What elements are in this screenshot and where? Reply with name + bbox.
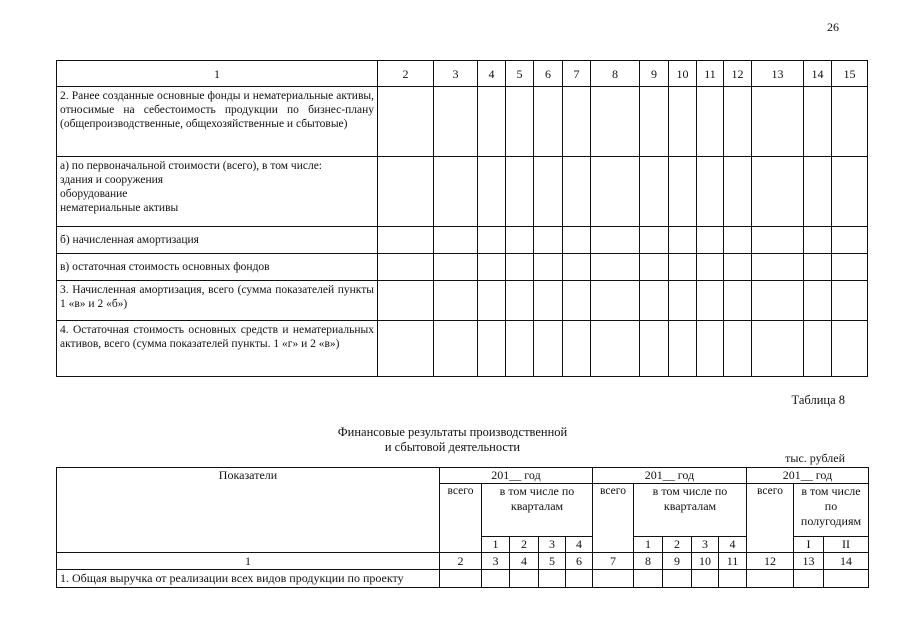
row-label: 3. Начисленная амортизация, всего (сумма показателей пункты 1 «в» и 2 «б») (57, 281, 378, 321)
col-number: 5 (539, 553, 566, 570)
quarter-number: 2 (663, 537, 692, 553)
quarter-number: 3 (539, 537, 566, 553)
col-number: 14 (824, 553, 869, 570)
quarter-number: 4 (719, 537, 747, 553)
year-header: 201__ год (440, 468, 593, 484)
year-header: 201__ год (747, 468, 869, 484)
col-number: 4 (510, 553, 539, 570)
table-row (57, 570, 869, 588)
total-header: всего (747, 484, 794, 553)
col-number: 10 (692, 553, 719, 570)
col-number: 1 (57, 61, 378, 87)
indicators-header: Показатели (57, 468, 440, 553)
quarter-number: 2 (510, 537, 539, 553)
row-label: б) начисленная амортизация (57, 227, 378, 254)
col-number: 8 (634, 553, 663, 570)
row-label-line: а) по первоначальной стоимости (всего), в том числе: (60, 160, 323, 172)
col-number: 11 (719, 553, 747, 570)
col-number: 2 (378, 61, 434, 87)
quarter-number: 3 (692, 537, 719, 553)
row-label: в) остаточная стоимость основных фондов (57, 254, 378, 281)
half-number: II (824, 537, 869, 553)
col-number: 15 (832, 61, 868, 87)
table-row (57, 87, 868, 157)
col-number: 5 (506, 61, 534, 87)
fixed-assets-table (56, 60, 868, 377)
col-number: 4 (478, 61, 506, 87)
column-numbers-row (57, 553, 869, 570)
col-number: 12 (747, 553, 794, 570)
col-number: 12 (724, 61, 752, 87)
col-number: 9 (663, 553, 692, 570)
table-row (57, 254, 868, 281)
table-row (57, 227, 868, 254)
by-quarters-header: в том числе по кварталам (482, 484, 593, 537)
table-row (57, 281, 868, 321)
col-number: 3 (482, 553, 510, 570)
table-title (0, 425, 905, 455)
col-number: 9 (640, 61, 669, 87)
title-line: и сбытовой деятельности (384, 440, 521, 454)
col-number: 8 (591, 61, 640, 87)
col-number: 7 (593, 553, 634, 570)
by-halves-header: в том числе по полугодиям (794, 484, 869, 537)
total-header: всего (593, 484, 634, 553)
col-number: 10 (669, 61, 697, 87)
col-number: 7 (563, 61, 591, 87)
by-quarters-header: в том числе по кварталам (634, 484, 747, 537)
quarter-number: 4 (566, 537, 593, 553)
col-number: 6 (534, 61, 563, 87)
table-header-row (57, 61, 868, 87)
col-number: 1 (57, 553, 440, 570)
col-number: 13 (752, 61, 804, 87)
row-label: 1. Общая выручка от реализации всех видов продукции по проекту (57, 570, 440, 588)
total-header: всего (440, 484, 482, 553)
row-label-line: здания и сооружения (60, 174, 164, 186)
row-label-line: оборудование (60, 188, 128, 200)
table-label: Таблица 8 (791, 393, 845, 407)
financial-results-table (56, 467, 869, 588)
year-header: 201__ год (593, 468, 747, 484)
page-number: 26 (827, 20, 839, 34)
quarter-number: 1 (482, 537, 510, 553)
row-label: 4. Остаточная стоимость основных средств и нематериальных активов, всего (сумма показателей пункты. 1 «г» и 2 «в») (57, 321, 378, 377)
col-number: 3 (434, 61, 478, 87)
col-number: 2 (440, 553, 482, 570)
row-label: 2. Ранее созданные основные фонды и нематериальные активы, относимые на себестоимость продукции по бизнес-плану (общепроизводственные, общехозяйственные и сбытовые) (57, 87, 378, 157)
half-number: I (794, 537, 824, 553)
units-label: тыс. рублей (785, 451, 845, 465)
col-number: 6 (566, 553, 593, 570)
title-line: Финансовые результаты производственной (337, 425, 568, 439)
row-label (57, 157, 378, 227)
row-label-line: нематериальные активы (60, 202, 179, 214)
table-row (57, 321, 868, 377)
col-number: 14 (804, 61, 832, 87)
quarter-number: 1 (634, 537, 663, 553)
col-number: 13 (794, 553, 824, 570)
table-row (57, 157, 868, 227)
col-number: 11 (697, 61, 724, 87)
